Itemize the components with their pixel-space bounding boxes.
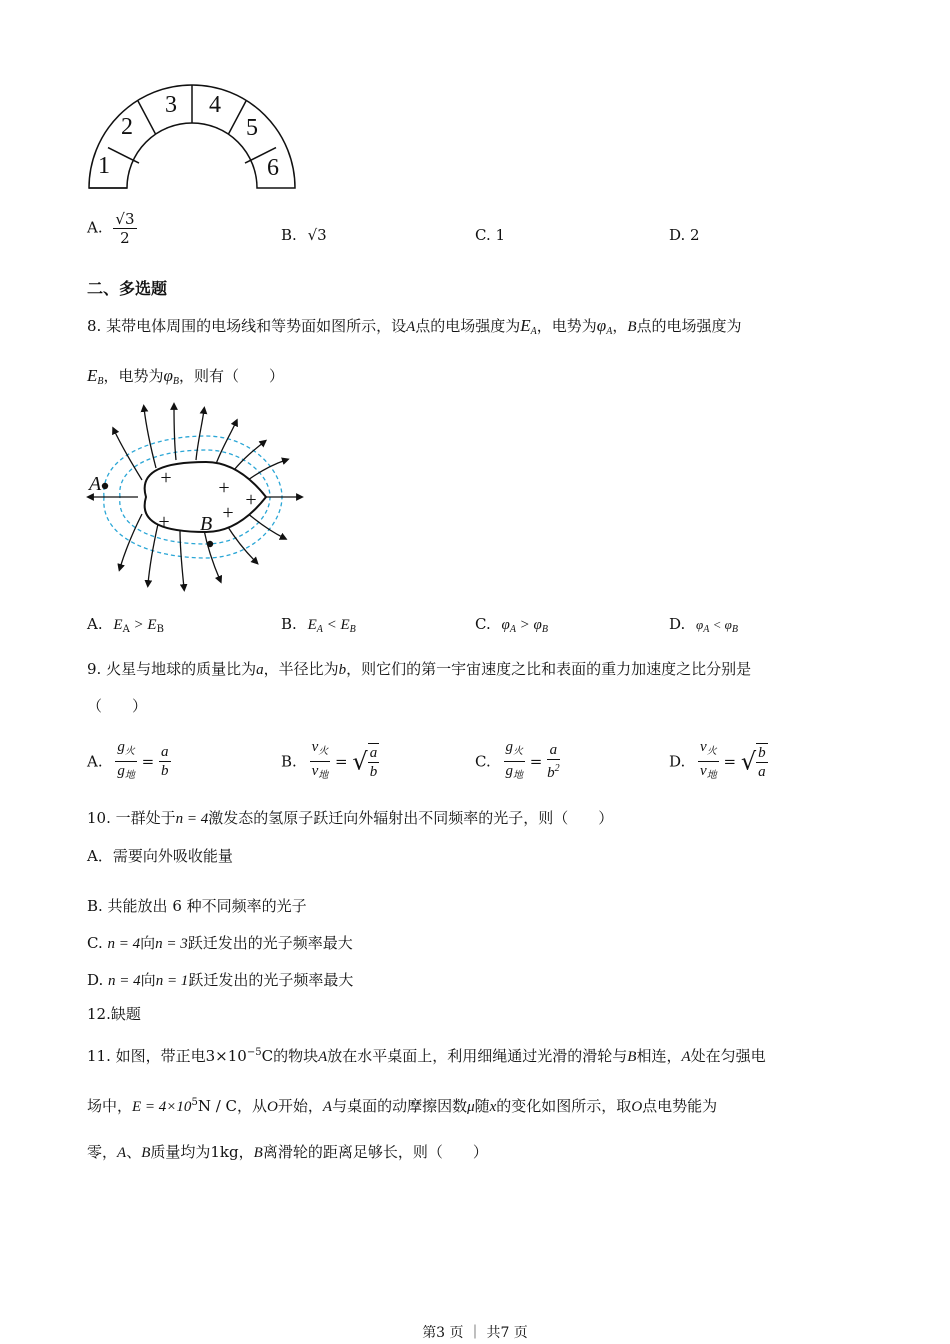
plus-sign: +	[245, 489, 257, 511]
q10-stem: 10. 一群处于n = 4激发态的氢原子跃迁向外辐射出不同频率的光子，则（ ）	[87, 809, 614, 827]
sqrt3-over-2: $\frac{√3}{2}$	[115, 210, 135, 247]
q8-field-figure	[86, 400, 306, 600]
arch-label-2: 2	[121, 114, 133, 140]
q7-option-c: C. 1	[475, 226, 506, 244]
plus-sign: +	[222, 502, 234, 524]
q11-stem-line1: 11. 如图，带正电$3\times 10^{-5}C$的物块A放在水平桌面上，利用细绳通过光滑的滑轮与B相连，A处在匀强电	[87, 1047, 766, 1065]
q10-option-d: D. n = 4向n = 1跃迁发出的光子频率最大	[87, 971, 354, 989]
q12-missing: 12.缺题	[87, 1005, 141, 1023]
q10-option-c: C. n = 4向n = 3跃迁发出的光子频率最大	[87, 934, 353, 952]
arch-label-4: 4	[209, 92, 221, 118]
arch-label-6: 6	[267, 155, 279, 181]
q7-arch-figure	[86, 80, 298, 192]
q8-stem-line2: $E_B$，电势为$\varphi_B$，则有（ ）	[87, 366, 285, 387]
q11-stem-line3: 零，A、B质量均为1kg，B离滑轮的距离足够长，则（ ）	[87, 1143, 488, 1161]
plus-sign: +	[158, 511, 170, 533]
plus-sign: +	[218, 477, 230, 499]
q8-stem-line1: 8. 某带电体周围的电场线和等势面如图所示，设A点的电场强度为$E_A$，电势为$\varphi_A$，B点的电场强度为	[87, 316, 742, 337]
q8-option-c: C. $\varphi_A > \varphi_B$	[475, 615, 548, 635]
arch-label-1: 1	[98, 153, 110, 179]
plus-sign: +	[160, 467, 172, 489]
point-a-label: A	[89, 473, 102, 495]
q8-option-b: B. $E_A < E_B$	[281, 615, 356, 635]
q7-option-a: A. $\frac{√3}{2}$	[87, 210, 135, 247]
q7-option-b: B. √3	[281, 226, 327, 244]
section-heading-multi-choice: 二、多选题	[87, 279, 168, 298]
sqrt-sign-icon: √	[740, 747, 757, 776]
point-b-dot	[207, 541, 213, 547]
arch-label-3: 3	[165, 92, 177, 118]
q9-option-c: C. $\frac{g_火}{g_地}$ = $\frac{a}{b^2}$	[475, 739, 560, 781]
point-b-label: B	[200, 513, 213, 535]
q10-option-b: B. 共能放出 6 种不同频率的光子	[87, 897, 307, 915]
q9-stem-line1: 9. 火星与地球的质量比为a，半径比为b，则它们的第一宇宙速度之比和表面的重力加速度之比分别是	[87, 660, 752, 678]
point-a-dot	[102, 483, 108, 489]
sqrt-sign-icon: √	[352, 747, 368, 776]
q7-option-d: D. 2	[669, 226, 700, 244]
q10-option-a: A．需要向外吸收能量	[87, 847, 233, 865]
arch-label-5: 5	[246, 115, 258, 141]
q11-stem-line2: 场中，$E = 4\times 10^5N / C$，从O开始，A与桌面的动摩擦因数μ随x的变化如图所示，取O点电势能为	[87, 1097, 718, 1115]
q8-option-d: D. $\varphi_A < \varphi_B$	[669, 615, 738, 635]
page-footer: 第3 页 ｜ 共7 页	[422, 1325, 528, 1341]
q8-option-a: A. $E_A > E_B$	[87, 615, 164, 635]
q9-option-b: B. $\frac{v_火}{v_地}$ = √ $\frac{a}{b}$	[281, 739, 378, 781]
q9-stem-line2: （ ）	[87, 697, 148, 715]
q9-option-d: D. $\frac{v_火}{v_地}$ = √ $\frac{b}{a}$	[669, 739, 766, 781]
q9-option-a: A. $\frac{g_火}{g_地}$ = $\frac{a}{b}$	[87, 739, 169, 781]
